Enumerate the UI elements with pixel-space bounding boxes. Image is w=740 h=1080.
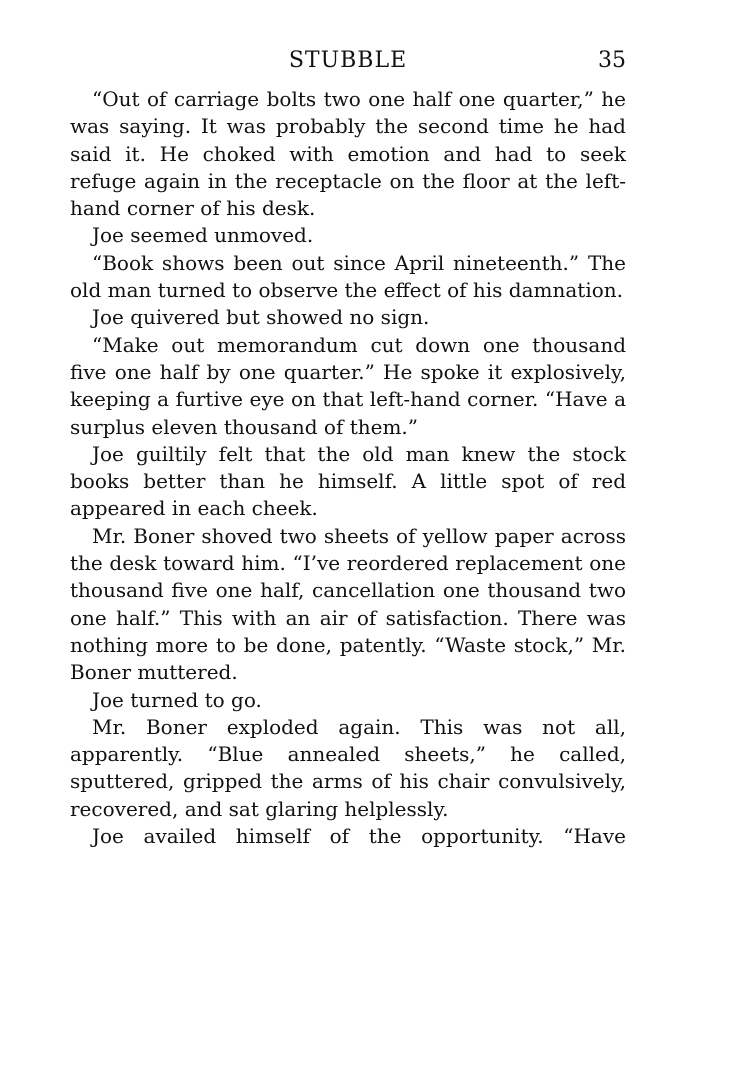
- page-number: 35: [598, 48, 626, 73]
- paragraph: “Make out memorandum cut down one thousand five one half by one quarter.” He spoke it explosively, keeping a furtive eye on that left-hand corner. “Have a surplus eleven thousand of them.”: [70, 332, 626, 439]
- paragraph: Joe guiltily felt that the old man knew the stock books better than he himself. A little spot of red appeared in each cheek.: [70, 441, 626, 521]
- running-title: STUBBLE: [288, 48, 408, 73]
- running-head: [70, 46, 626, 76]
- paragraph: Joe seemed unmoved.: [92, 223, 314, 248]
- paragraph: Joe availed himself of the opportunity. “Have: [92, 824, 626, 849]
- paragraph: “Book shows been out since April nineteenth.” The old man turned to observe the effect of his damnation.: [70, 250, 626, 303]
- paragraph: Joe quivered but showed no sign.: [92, 305, 430, 330]
- paragraph: “Out of carriage bolts two one half one quarter,” he was saying. It was probably the second time he had said it. He choked with emotion and had to seek refuge again in the receptacle on the floor at the left-hand corner of his desk.: [70, 87, 626, 221]
- paragraph: Mr. Boner shoved two sheets of yellow paper across the desk toward him. “I’ve reordered replacement one thousand five one half, cancellation one thousand two one half.” This with an air of satisfaction. There was nothing more to be done, patently. “Waste stock,” Mr. Boner muttered.: [70, 523, 626, 685]
- paragraph: Mr. Boner exploded again. This was not all, apparently. “Blue annealed sheets,” he called, sputtered, gripped the arms of his chair convulsively, recovered, and sat glaring helplessly.: [70, 714, 626, 821]
- paragraph: Joe turned to go.: [92, 687, 262, 712]
- body-text: [70, 86, 626, 850]
